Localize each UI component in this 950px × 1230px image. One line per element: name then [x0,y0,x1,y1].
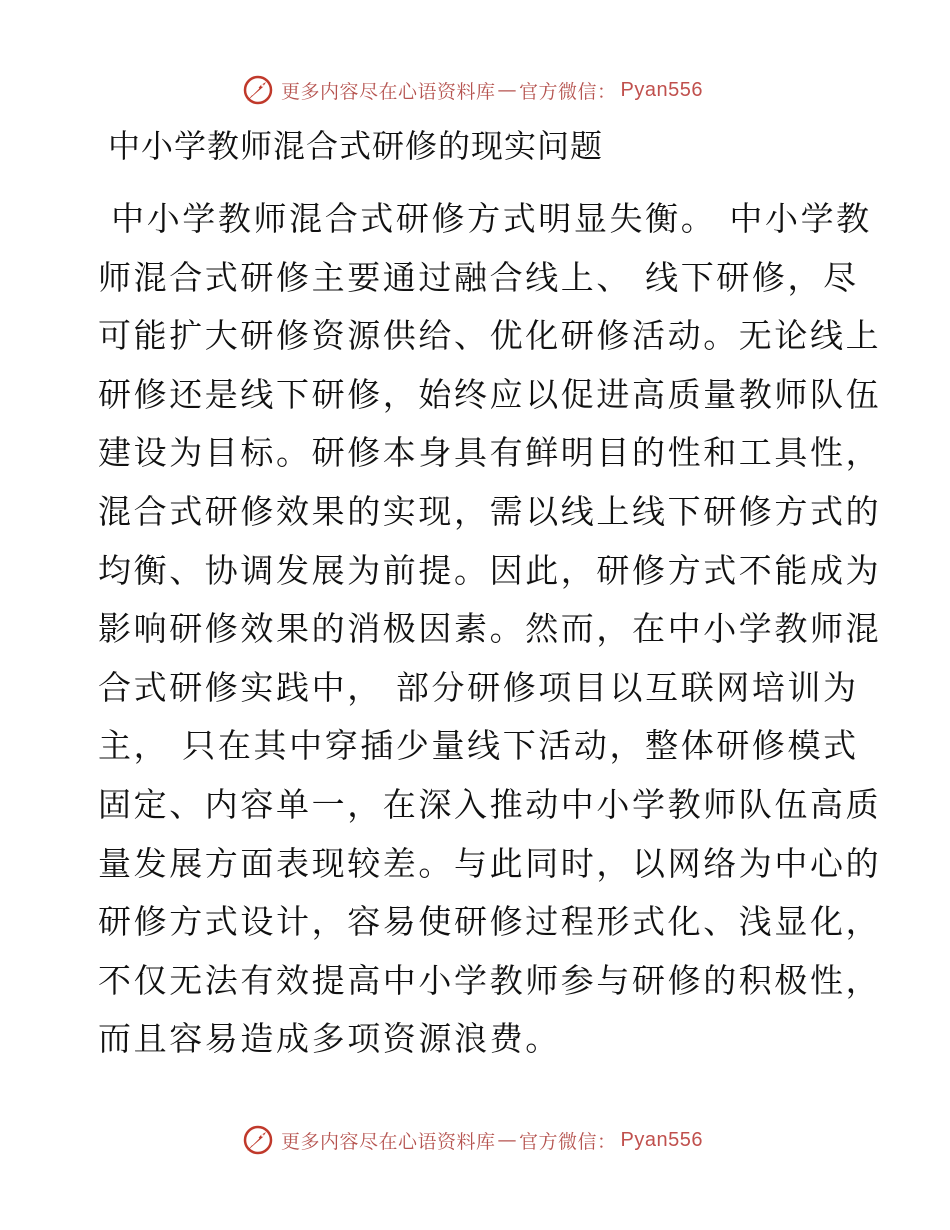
paragraph-line: 可能扩大研修资源供给、优化研修活动。无论线上 [98,316,882,356]
paragraph-line: 而且容易造成多项资源浪费。 [98,1019,561,1059]
header-banner-text [281,77,703,104]
paragraph-line: 师混合式研修主要通过融合线上、 线下研修，尽 [98,257,859,297]
document-title: 中小学教师混合式研修的现实问题 [108,127,604,165]
paragraph-line: 主， 只在其中穿插少量线下活动，整体研修模式 [98,726,859,766]
wechat-id: Pyan556 [620,1128,703,1151]
wechat-label: 官方微信： [519,80,617,103]
footer-banner-content [241,1123,703,1157]
document-paragraph [98,190,881,1069]
paragraph-line: 合式研修实践中， 部分研修项目以互联网培训为 [98,667,859,707]
paragraph-line: 量发展方面表现较差。与此同时，以网络为中心的 [98,843,882,883]
banner-separator: — [497,1129,518,1151]
site-slogan: 更多内容尽在心语资料库 [281,1130,496,1153]
paragraph-line: 不仅无法有效提高中小学教师参与研修的积极性， [98,960,882,1000]
paragraph-line: 均衡、协调发展为前提。因此，研修方式不能成为 [98,550,882,590]
paragraph-line: 中小学教师混合式研修方式明显失衡。 中小学教 [98,199,872,238]
footer-banner-text [281,1127,703,1154]
banner-separator: — [497,79,518,101]
footer-banner [0,1120,950,1160]
paragraph-line: 建设为目标。研修本身具有鲜明目的性和工具性， [98,433,882,473]
site-slogan: 更多内容尽在心语资料库 [281,80,496,103]
paragraph-line: 固定、内容单一，在深入推动中小学教师队伍高质 [98,784,882,824]
wechat-id: Pyan556 [620,78,703,101]
wechat-label: 官方微信： [519,1130,617,1153]
header-banner [0,70,950,110]
paragraph-line: 研修方式设计，容易使研修过程形式化、浅显化， [98,902,882,942]
paragraph-line: 混合式研修效果的实现，需以线上线下研修方式的 [98,491,882,531]
pen-nib-logo-icon [241,1123,275,1157]
header-banner-content [241,73,703,107]
paragraph-line: 研修还是线下研修，始终应以促进高质量教师队伍 [98,374,882,414]
pen-nib-logo-icon [241,73,275,107]
paragraph-line: 影响研修效果的消极因素。然而，在中小学教师混 [98,609,882,649]
